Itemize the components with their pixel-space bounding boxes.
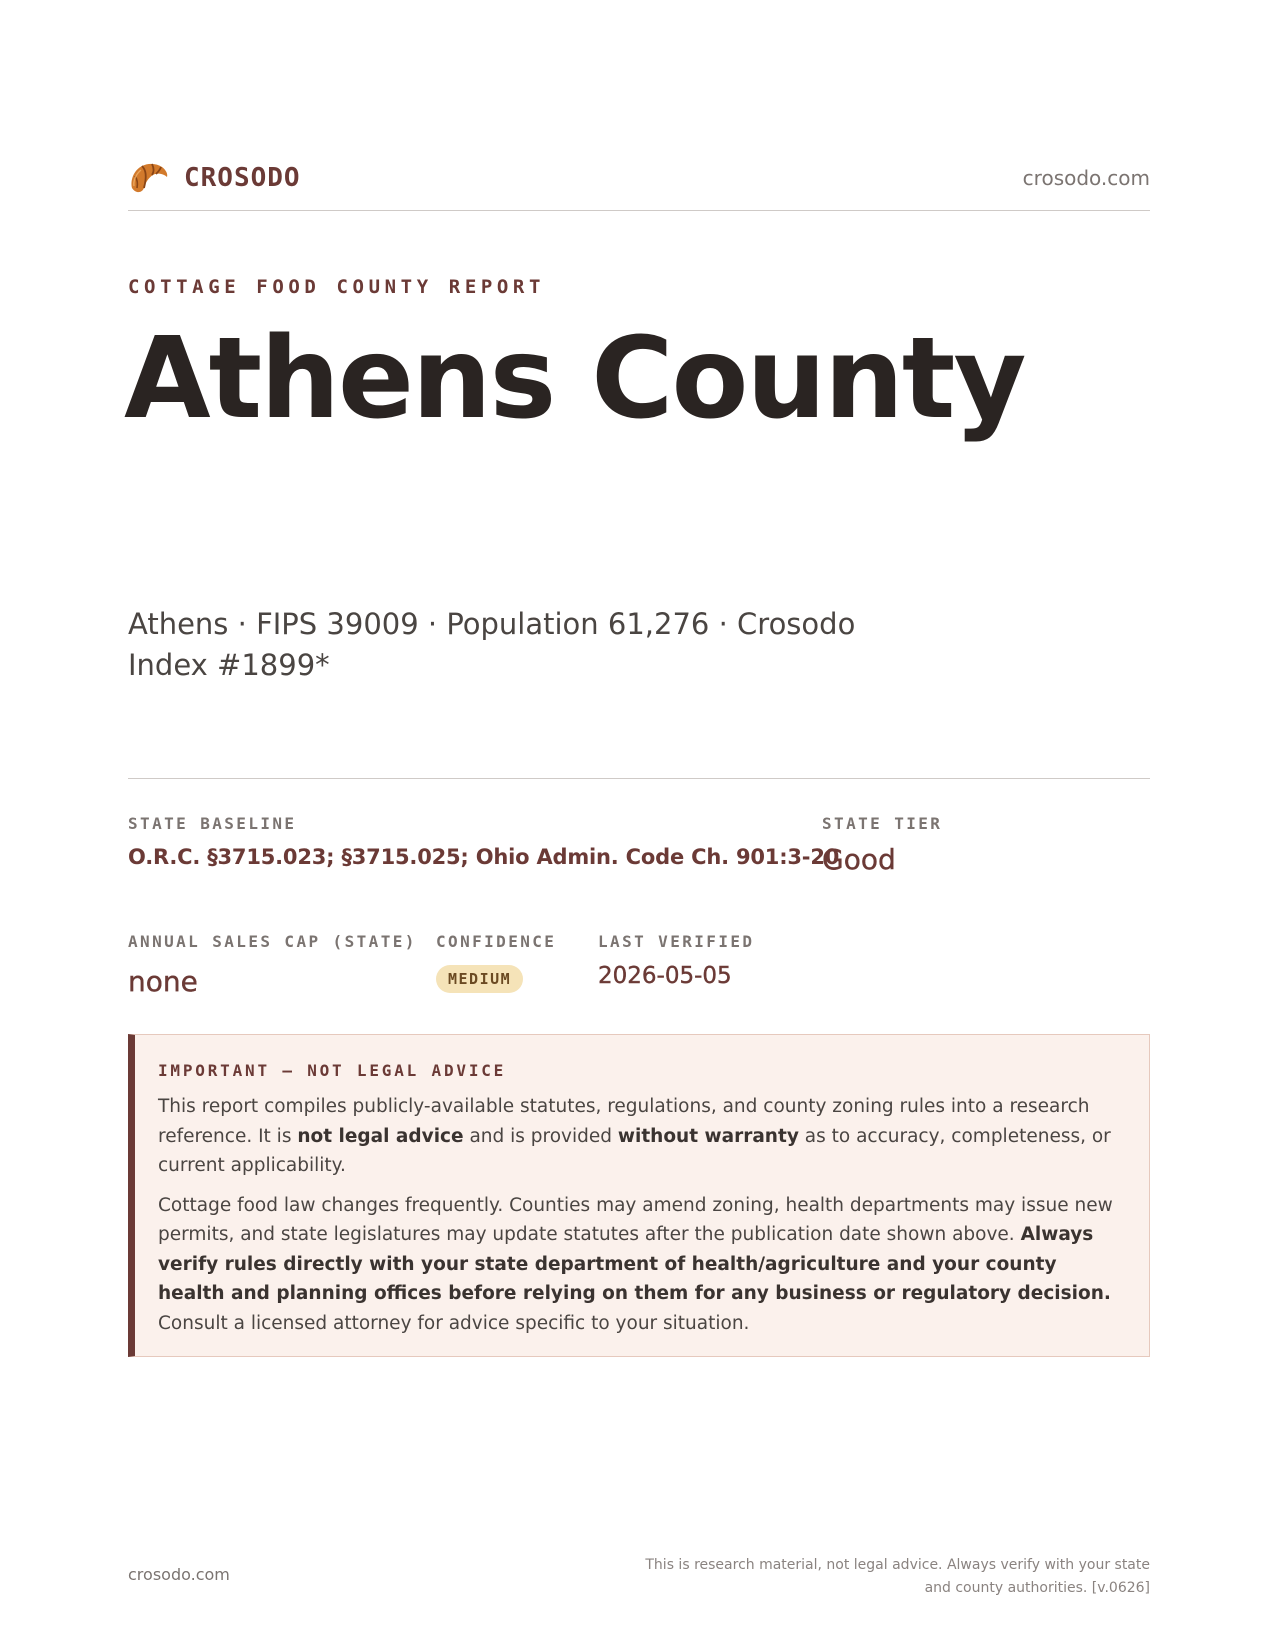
page-title: Athens County xyxy=(124,314,1025,444)
state-baseline-label: STATE BASELINE xyxy=(128,814,297,833)
last-verified-label: LAST VERIFIED xyxy=(598,932,755,951)
state-baseline-field xyxy=(128,814,839,869)
state-tier-label: STATE TIER xyxy=(822,814,943,833)
confidence-field xyxy=(436,932,556,993)
footer-disclaimer-line-1: This is research material, not legal advice. Always verify with your state xyxy=(645,1557,1150,1573)
footer-site-url: crosodo.com xyxy=(128,1565,230,1584)
report-eyebrow: COTTAGE FOOD COUNTY REPORT xyxy=(128,276,546,298)
last-verified-value: 2026-05-05 xyxy=(598,963,732,989)
state-tier-field xyxy=(822,814,942,876)
sales-cap-field xyxy=(128,932,417,998)
state-baseline-value: O.R.C. §3715.023; §3715.025; Ohio Admin. Code Ch. 901:3-20 xyxy=(128,845,840,869)
site-url: crosodo.com xyxy=(1022,166,1150,190)
section-divider xyxy=(128,778,1150,779)
footer-disclaimer-line-2: and county authorities. [v.0626] xyxy=(924,1580,1150,1596)
notice-text: as to accuracy, completeness, or current applicability. xyxy=(158,1125,1111,1176)
legal-notice-title: IMPORTANT — NOT LEGAL ADVICE xyxy=(158,1061,507,1080)
sales-cap-label: ANNUAL SALES CAP (STATE) xyxy=(128,932,417,951)
notice-emphasis: without warranty xyxy=(617,1125,799,1147)
notice-text: and is provided xyxy=(463,1125,618,1147)
legal-notice xyxy=(128,1034,1150,1357)
notice-text: This report compiles publicly-available statutes, regulations, and county zoning rules into a research reference. It is xyxy=(158,1096,1090,1147)
county-summary: Athens · FIPS 39009 · Population 61,276 · Crosodo Index #1899* xyxy=(128,607,856,682)
croissant-icon xyxy=(128,158,170,198)
report-page xyxy=(124,0,1150,1650)
legal-notice-paragraph-2 xyxy=(158,1191,1125,1339)
state-tier-value: Good xyxy=(822,843,896,876)
confidence-label: CONFIDENCE xyxy=(436,932,557,951)
brand-name: CROSODO xyxy=(184,163,301,193)
sales-cap-value: none xyxy=(128,965,198,998)
notice-text: Consult a licensed attorney for advice specific to your situation. xyxy=(158,1312,750,1334)
confidence-badge: MEDIUM xyxy=(436,965,523,993)
footer-disclaimer xyxy=(630,1554,1150,1600)
header-divider xyxy=(128,210,1150,211)
logo xyxy=(128,158,301,198)
last-verified-field xyxy=(598,932,754,989)
notice-text: Cottage food law changes frequently. Counties may amend zoning, health departments may issue new permits, and state legislatures may update statutes after the publication date shown above. xyxy=(158,1194,1113,1245)
notice-emphasis: not legal advice xyxy=(297,1125,464,1147)
notice-emphasis: Always verify rules directly with your state department of health/agriculture and your county health and planning offices before relying on them for any business or regulatory decision. xyxy=(158,1224,1111,1304)
page-header xyxy=(128,158,1150,208)
legal-notice-paragraph-1 xyxy=(158,1092,1125,1181)
